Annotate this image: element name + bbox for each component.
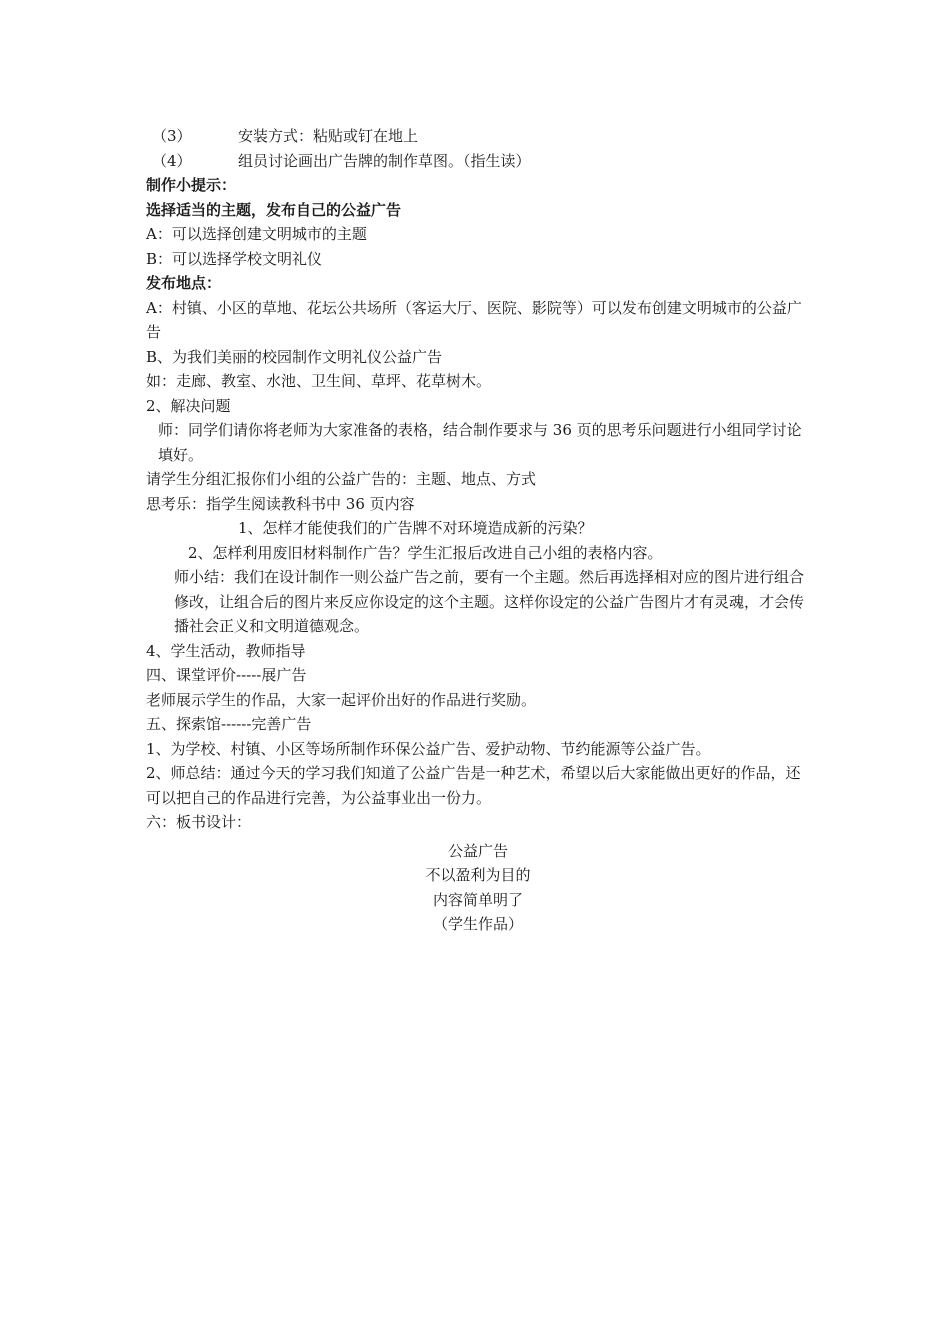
board-line-title: 公益广告: [447, 841, 508, 860]
section-four-heading: 四、课堂评价-----展广告: [146, 666, 307, 684]
sketch-discussion-line: [146, 149, 810, 174]
think-prompt: 思考乐：指学生阅读教科书中 36 页内容: [146, 494, 415, 513]
place-examples: 如：走廊、教室、水池、卫生间、草坪、花草树木。: [146, 372, 492, 390]
question-one: 1、怎样才能使我们的广告牌不对环境造成新的污染？: [238, 519, 593, 537]
place-option-a: A：村镇、小区的草地、花坛公共场所（客运大厅、医院、影院等）可以发布创建文明城市的公益广告: [146, 298, 802, 341]
sketch-discussion-number: （4）: [152, 151, 192, 170]
section-six-heading: 六：板书设计：: [146, 813, 252, 831]
tips-heading: 制作小提示：: [146, 176, 237, 194]
board-line-works: （学生作品）: [432, 915, 523, 933]
teacher-summary: 师小结：我们在设计制作一则公益广告之前，要有一个主题。然后再选择相对应的图片进行组合修改，让组合后的图片来反应你设定的这个主题。这样你设定的公益广告图片才有灵魂，才会传播社会正义和文明道德观念。: [174, 568, 805, 635]
board-design: [146, 839, 810, 937]
board-line-nonprofit: 不以盈利为目的: [425, 866, 531, 884]
sketch-discussion-text: 组员讨论画出广告牌的制作草图。（指生读）: [238, 151, 531, 170]
question-two: 2、怎样利用废旧材料制作广告？学生汇报后改进自己小组的表格内容。: [188, 543, 663, 562]
theme-option-a: A：可以选择创建文明城市的主题: [146, 225, 367, 243]
explore-item-one: 1、为学校、村镇、小区等场所制作环保公益广告、爱护动物、节约能源等公益广告。: [146, 739, 711, 758]
install-method-line: [146, 124, 810, 149]
teacher-instruction: 师：同学们请你将老师为大家准备的表格，结合制作要求与 36 页的思考乐问题进行小组同学讨论填好。: [158, 421, 802, 464]
board-line-simple: 内容简单明了: [432, 890, 523, 909]
showcase-text: 老师展示学生的作品，大家一起评价出好的作品进行奖励。: [146, 690, 537, 709]
document-body: [146, 124, 810, 937]
student-activity: 4、学生活动，教师指导: [146, 641, 306, 660]
place-heading: 发布地点：: [146, 274, 222, 292]
explore-item-two: 2、师总结：通过今天的学习我们知道了公益广告是一种艺术，希望以后大家能做出更好的作品，还可以把自己的作品进行完善，为公益事业出一份力。: [146, 764, 801, 807]
install-method-number: （3）: [152, 127, 192, 145]
theme-option-b: B：可以选择学校文明礼仪: [146, 249, 323, 268]
solve-problem-heading: 2、解决问题: [146, 396, 231, 415]
theme-heading: 选择适当的主题，发布自己的公益广告: [146, 200, 402, 219]
group-report: 请学生分组汇报你们小组的公益广告的：主题、地点、方式: [146, 470, 537, 488]
place-option-b: B、为我们美丽的校园制作文明礼仪公益广告: [146, 347, 443, 366]
section-five-heading: 五、探索馆------完善广告: [146, 715, 312, 733]
install-method-text: 安装方式：粘贴或钉在地上: [238, 127, 419, 145]
